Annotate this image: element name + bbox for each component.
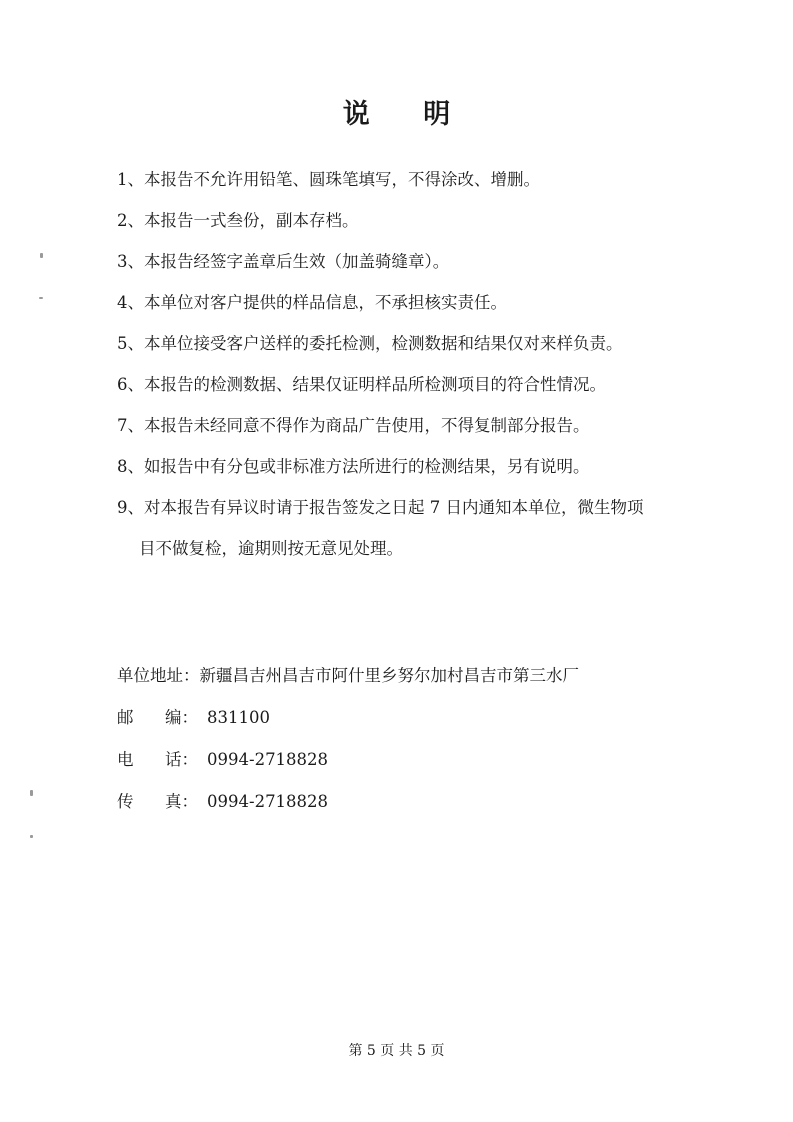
address-value: 新疆昌吉州昌吉市阿什里乡努尔加村昌吉市第三水厂 [199, 666, 579, 685]
note-item-9-continued: 目不做复检，逾期则按无意见处理。 [139, 539, 403, 558]
fax-value: 0994-2718828 [207, 792, 329, 811]
postcode-label: 邮 编： [117, 708, 198, 727]
phone-row [117, 750, 737, 770]
page-number: 第 5 页 共 5 页 [348, 1043, 445, 1059]
scan-speck [39, 297, 43, 299]
note-item-1: 1、本报告不允许用铅笔、圆珠笔填写，不得涂改、增删。 [117, 170, 540, 189]
note-item-6: 6、本报告的检测数据、结果仅证明样品所检测项目的符合性情况。 [117, 375, 606, 394]
note-item-3: 3、本报告经签字盖章后生效（加盖骑缝章）。 [117, 252, 450, 271]
scan-speck [40, 253, 43, 258]
note-item-2: 2、本报告一式叁份，副本存档。 [117, 211, 359, 230]
note-item-4: 4、本单位对客户提供的样品信息，不承担核实责任。 [117, 293, 507, 312]
note-item-7: 7、本报告未经同意不得作为商品广告使用，不得复制部分报告。 [117, 416, 590, 435]
page-title: 说 明 [342, 99, 473, 130]
fax-row [117, 792, 737, 812]
note-item-8: 8、如报告中有分包或非标准方法所进行的检测结果，另有说明。 [117, 457, 590, 476]
note-item-5: 5、本单位接受客户送样的委托检测，检测数据和结果仅对来样负责。 [117, 334, 623, 353]
phone-value: 0994-2718828 [207, 750, 329, 769]
address-row [117, 666, 737, 686]
note-item-9: 9、对本报告有异议时请于报告签发之日起 7 日内通知本单位，微生物项 [117, 498, 644, 517]
fax-label: 传 真： [117, 792, 198, 811]
postcode-row [117, 708, 737, 728]
scan-speck [30, 790, 33, 796]
phone-label: 电 话： [117, 750, 198, 769]
postcode-value: 831100 [207, 708, 270, 727]
contact-block [117, 666, 737, 834]
scan-speck [30, 835, 33, 838]
notes-list [117, 170, 737, 580]
address-label: 单位地址： [117, 666, 200, 685]
